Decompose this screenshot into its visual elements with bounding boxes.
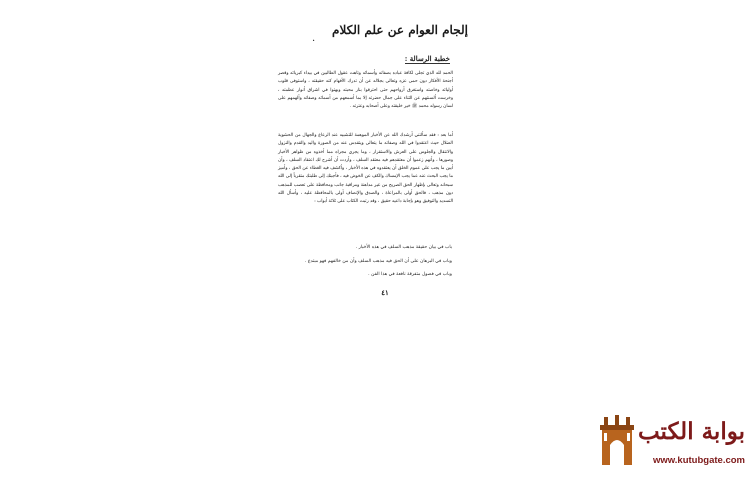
book-title: إلجام العوام عن علم الكلام <box>332 23 468 37</box>
page-number: ٤١ <box>381 288 389 297</box>
logo-text: بوابة الكتب <box>637 418 745 445</box>
title-mark: . <box>312 33 316 44</box>
gate-icon <box>600 415 634 467</box>
chapter-item: وباب في البرهان على أن الحق فيه مذهب السلف وأن من خالفهم فهو مبتدع . <box>304 258 452 264</box>
section-heading <box>250 54 450 64</box>
section-heading-text: خطبة الرسالة : <box>404 54 450 63</box>
chapter-item: وباب في فصول متفرقة نافعة في هذا الفن . <box>368 272 452 277</box>
logo-url[interactable]: www.kutubgate.com <box>652 455 745 466</box>
chapter-list <box>300 241 452 282</box>
chapter-item: باب في بيان حقيقة مذهب السلف في هذه الأخبار . <box>355 245 452 250</box>
paragraph-2: أما بعد : فقد سألتني أرشدك الله عن الأخبار الموهمة للتشبيه عند الرعاع والجهال من الحشوية الضلال حيث اعتقدوا في الله وصفاته ما يتعالى ويتقدس عنه من الصورة واليد والقدم والنزول والانتقال والجلوس على العرش والاستقرار ، وما يجري مجراه مما أخذوه من ظواهر الأخبار وصورها ، وأنهم زعموا أن معتقدهم فيه معتقد السلف ، وأردت أن أشرح لك اعتقاد السلف ، وأن أبين ما يجب على عموم الخلق أن يعتقدوه في هذه الأخبار ، وأكشف فيه الغطاء عن الحق ، وأميز ما يجب البحث عنه عما يجب الإمساك والكف عن الخوض فيه ، فأجبتك إلى طلبتك متقرباً إلى الله سبحانه وتعالى بإظهار الحق الصريح من غير مداهنة ومراقبة جانب ومحافظة على تعصب للمذهب دون مذهب ، فالحق أولى بالمراعاة ، والصدق والإنصاف أولى بالمحافظة عليه ، وأسأل الله التسديد والتوفيق وهو بإجابة داعيه حقيق ، وقد رتبت الكتاب على ثلاثة أبواب : <box>278 133 453 205</box>
paragraph-1: الحمد لله الذي تجلى لكافة عباده بصفاته وأسمائه وتاهت عقول الطالبين في بيداء كبريائه وقصر أجنحة الأفكار دون حمى عزه وتعالى بجلاله عن أن تدرك الأفهام كنه حقيقته ، واستوفى قلوب أوليائه وخاصته واستغرق أرواحهم حتى احترقوا بنار محبته وبهتوا في اشراق أنوار عظمته ، وخرست ألسنتهم عن الثناء على جمال حضرته إلا بما أسمعهم من أسمائه وصفاته وألهمهم على لسان رسوله محمد ﷺ خير خليقته وعلى أصحابه وعترته . <box>278 71 453 110</box>
